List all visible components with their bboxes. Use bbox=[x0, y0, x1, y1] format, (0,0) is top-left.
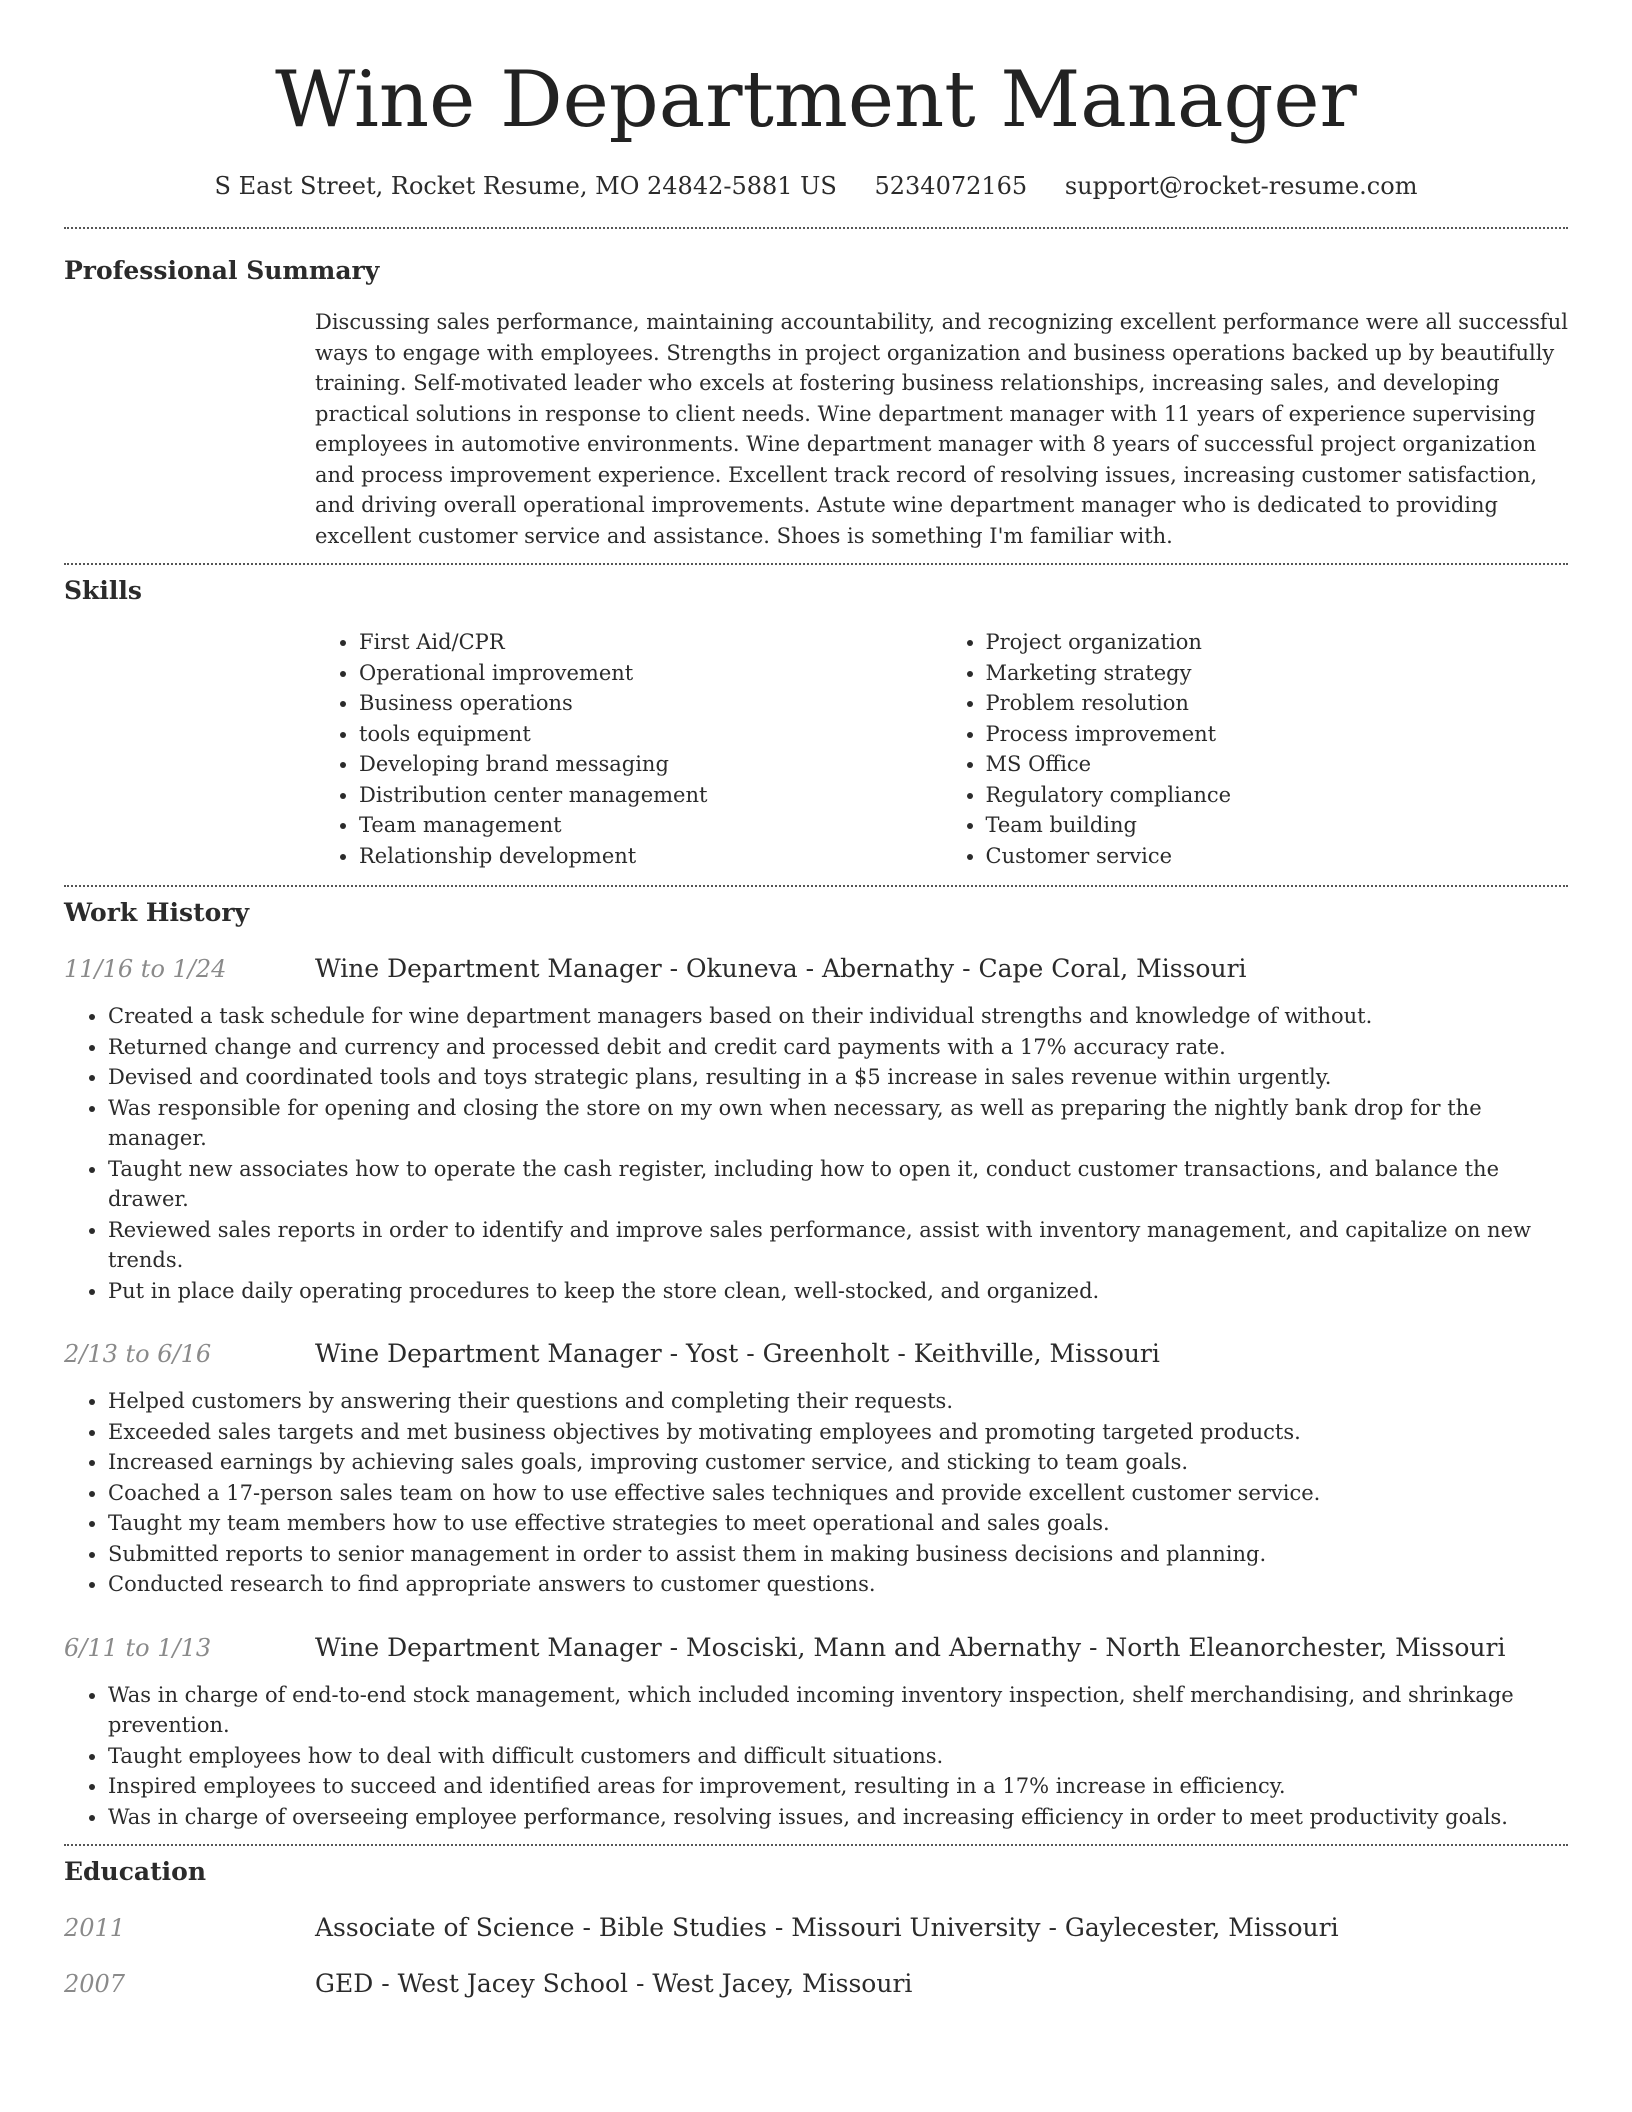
skills-columns bbox=[315, 627, 1568, 871]
job-bullet: • Taught my team members how to use effective strategies to meet operational and sales goals. bbox=[108, 1508, 1568, 1539]
contact-email[interactable]: support@rocket-resume.com bbox=[1064, 172, 1418, 200]
job-bullet: • Taught employees how to deal with difficult customers and difficult situations. bbox=[108, 1741, 1568, 1772]
job-bullet: • Was responsible for opening and closing the store on my own when necessary, as well as preparing the nightly bank drop for the manager. bbox=[108, 1093, 1568, 1154]
job-bullet: • Inspired employees to succeed and identified areas for improvement, resulting in a 17% increase in efficiency. bbox=[108, 1771, 1568, 1802]
skill-item: • Operational improvement bbox=[359, 658, 942, 689]
job-header bbox=[64, 1632, 1568, 1664]
contact-line bbox=[64, 170, 1568, 202]
job-bullet: • Helped customers by answering their questions and completing their requests. bbox=[108, 1386, 1568, 1417]
skill-item: • Distribution center management bbox=[359, 780, 942, 811]
skill-item: • Relationship development bbox=[359, 841, 942, 872]
job-bullet: • Reviewed sales reports in order to identify and improve sales performance, assist with inventory management, and capitalize on new trends. bbox=[108, 1215, 1568, 1276]
job-bullet: • Increased earnings by achieving sales goals, improving customer service, and sticking to team goals. bbox=[108, 1447, 1568, 1478]
job-dates: 2/13 to 6/16 bbox=[64, 1340, 212, 1368]
divider bbox=[64, 227, 1568, 229]
skill-item: • First Aid/CPR bbox=[359, 627, 942, 658]
job-bullet: • Taught new associates how to operate the cash register, including how to open it, conduct customer transactions, and balance the drawer. bbox=[108, 1154, 1568, 1215]
job-bullet: • Was in charge of end-to-end stock management, which included incoming inventory inspection, shelf merchandising, and shrinkage prevention. bbox=[108, 1680, 1568, 1741]
job-header bbox=[64, 1338, 1568, 1370]
work-heading: Work History bbox=[64, 898, 250, 927]
job-bullet: • Coached a 17-person sales team on how to use effective sales techniques and provide excellent customer service. bbox=[108, 1478, 1568, 1509]
job-bullets bbox=[64, 1680, 1568, 1833]
job-bullet: • Devised and coordinated tools and toys strategic plans, resulting in a $5 increase in sales revenue within urgently. bbox=[108, 1062, 1568, 1093]
job-bullet: • Exceeded sales targets and met business objectives by motivating employees and promoting targeted products. bbox=[108, 1417, 1568, 1448]
skills-list-left bbox=[315, 627, 942, 871]
skills-list-right bbox=[942, 627, 1569, 871]
job-header bbox=[64, 953, 1568, 985]
job-bullets bbox=[64, 1001, 1568, 1306]
skill-item: • Regulatory compliance bbox=[986, 780, 1569, 811]
contact-address: S East Street, Rocket Resume, MO 24842-5881 US bbox=[214, 172, 837, 200]
skill-item: • MS Office bbox=[986, 749, 1569, 780]
education-entry bbox=[64, 1968, 1568, 2000]
divider bbox=[64, 563, 1568, 565]
job-bullet: • Put in place daily operating procedures to keep the store clean, well-stocked, and organized. bbox=[108, 1276, 1568, 1307]
skill-item: • Business operations bbox=[359, 688, 942, 719]
education-entry bbox=[64, 1912, 1568, 1944]
resume-page bbox=[64, 0, 1568, 2000]
summary-text: Discussing sales performance, maintaining accountability, and recognizing excellent performance were all successful ways to engage with employees. Strengths in project organization and business operations backed up by beautifully training. Self-motivated leader who excels at fostering business relationships, increasing sales, and developing practical solutions in response to client needs. Wine department manager with 11 years of experience supervising employees in automotive environments. Wine department manager with 8 years of successful project organization and process improvement experience. Excellent track record of resolving issues, increasing customer satisfaction, and driving overall operational improvements. Astute wine department manager who is dedicated to providing excellent customer service and assistance. Shoes is something I'm familiar with. bbox=[315, 310, 1568, 548]
skill-item: • Team building bbox=[986, 810, 1569, 841]
job-bullet: • Conducted research to find appropriate answers to customer questions. bbox=[108, 1569, 1568, 1600]
contact-phone: 5234072165 bbox=[874, 172, 1028, 200]
job-dates: 11/16 to 1/24 bbox=[64, 955, 227, 983]
education-year: 2011 bbox=[64, 1914, 126, 1942]
divider bbox=[64, 885, 1568, 887]
job-title: Wine Department Manager - Yost - Greenholt - Keithville, Missouri bbox=[315, 1339, 1160, 1368]
skill-item: • Customer service bbox=[986, 841, 1569, 872]
job-title: Wine Department Manager - Mosciski, Mann and Abernathy - North Eleanorchester, Missouri bbox=[315, 1632, 1506, 1662]
skill-item: • Project organization bbox=[986, 627, 1569, 658]
education-degree: Associate of Science - Bible Studies - Missouri University - Gaylecester, Missouri bbox=[315, 1913, 1339, 1942]
job-dates: 6/11 to 1/13 bbox=[64, 1633, 212, 1662]
job-bullet: • Created a task schedule for wine department managers based on their individual strengths and knowledge of without. bbox=[108, 1001, 1568, 1032]
skill-item: • Process improvement bbox=[986, 719, 1569, 750]
resume-title: Wine Department Manager bbox=[275, 55, 1357, 145]
education-heading: Education bbox=[64, 1857, 207, 1886]
summary-heading: Professional Summary bbox=[64, 256, 380, 285]
skill-item: • tools equipment bbox=[359, 719, 942, 750]
skill-item: • Team management bbox=[359, 810, 942, 841]
job-bullets bbox=[64, 1386, 1568, 1600]
job-bullet: • Was in charge of overseeing employee performance, resolving issues, and increasing efficiency in order to meet productivity goals. bbox=[108, 1802, 1568, 1833]
skill-item: • Problem resolution bbox=[986, 688, 1569, 719]
skills-heading: Skills bbox=[64, 576, 142, 605]
job-bullet: • Submitted reports to senior management in order to assist them in making business decisions and planning. bbox=[108, 1539, 1568, 1570]
education-degree: GED - West Jacey School - West Jacey, Missouri bbox=[315, 1969, 913, 1998]
divider bbox=[64, 1844, 1568, 1846]
education-year: 2007 bbox=[64, 1970, 126, 1998]
job-title: Wine Department Manager - Okuneva - Abernathy - Cape Coral, Missouri bbox=[315, 954, 1247, 983]
skill-item: • Developing brand messaging bbox=[359, 749, 942, 780]
job-bullet: • Returned change and currency and processed debit and credit card payments with a 17% accuracy rate. bbox=[108, 1032, 1568, 1063]
skill-item: • Marketing strategy bbox=[986, 658, 1569, 689]
